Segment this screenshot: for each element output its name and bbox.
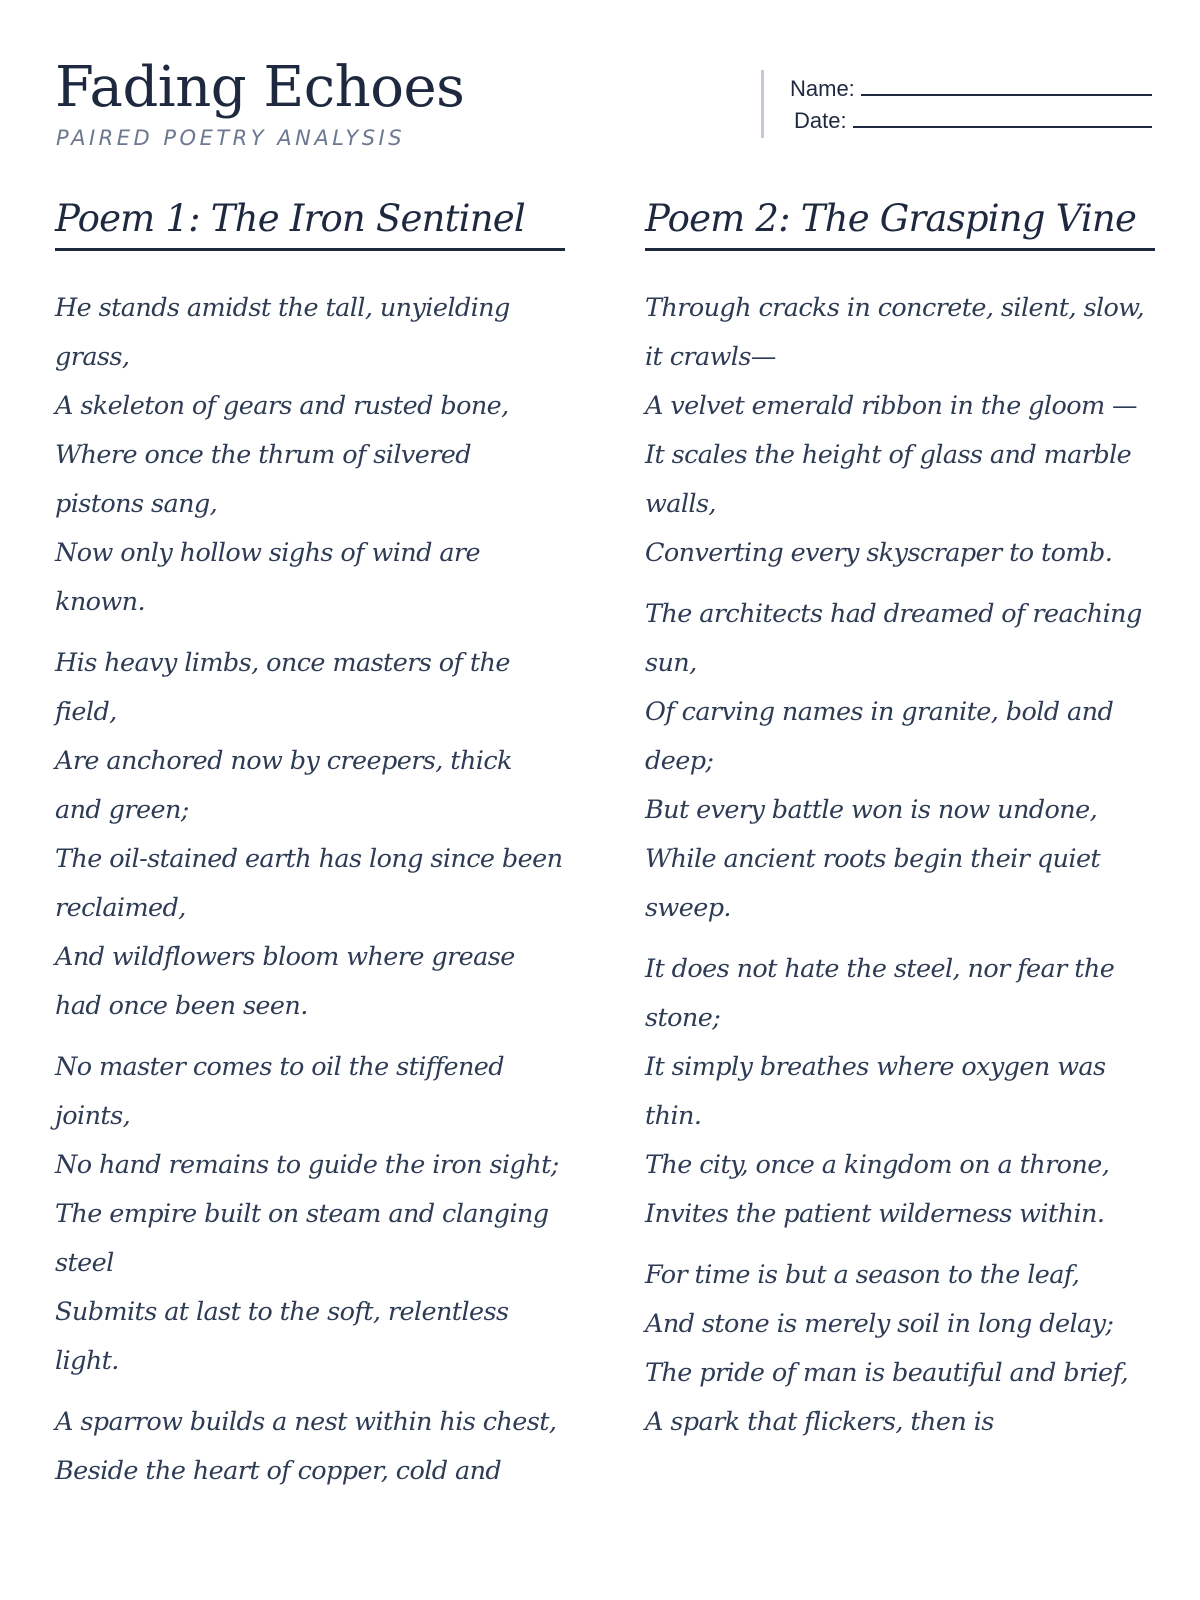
poem-line: No master comes to oil the stiffened joints, bbox=[55, 1052, 505, 1131]
date-field-row bbox=[790, 102, 1152, 134]
poem-line: Of carving names in granite, bold and deep; bbox=[645, 697, 1114, 776]
poem-line: It scales the height of glass and marble walls, bbox=[645, 440, 1132, 519]
poem-line: His heavy limbs, once masters of the field, bbox=[55, 648, 510, 727]
poem-line: It simply breathes where oxygen was thin. bbox=[645, 1052, 1106, 1131]
poem-line: But every battle won is now undone, bbox=[645, 795, 1098, 825]
poem-line: Beside the heart of copper, cold and bbox=[55, 1456, 502, 1486]
poem-line: The oil-stained earth has long since been reclaimed, bbox=[55, 844, 563, 923]
poem-line: Where once the thrum of silvered pistons sang, bbox=[55, 440, 471, 519]
date-label: Date: bbox=[794, 108, 847, 133]
student-info-fields bbox=[790, 70, 1152, 134]
poem-1-body bbox=[55, 284, 565, 1496]
poem-line: For time is but a season to the leaf, bbox=[645, 1260, 1080, 1290]
poem-1-column bbox=[55, 193, 565, 1508]
poem-line: It does not hate the steel, nor fear the stone; bbox=[645, 954, 1115, 1033]
poem-1-title: Poem 1: The Iron Sentinel bbox=[55, 193, 565, 251]
stanza bbox=[645, 590, 1155, 933]
stanza bbox=[55, 1043, 565, 1386]
stanza bbox=[55, 1398, 565, 1496]
poem-line: Now only hollow sighs of wind are known. bbox=[55, 538, 481, 617]
poem-line: And stone is merely soil in long delay; bbox=[645, 1309, 1114, 1339]
poem-line: The architects had dreamed of reaching sun, bbox=[645, 599, 1142, 678]
stanza bbox=[645, 1251, 1155, 1447]
worksheet-title: Fading Echoes bbox=[55, 55, 465, 120]
poem-line: The pride of man is beautiful and brief, bbox=[645, 1358, 1128, 1388]
poem-2-body bbox=[645, 284, 1155, 1447]
poem-line: A velvet emerald ribbon in the gloom — bbox=[645, 391, 1137, 421]
poem-2-column bbox=[645, 193, 1155, 1459]
name-write-line[interactable] bbox=[861, 94, 1152, 96]
name-label: Name: bbox=[790, 76, 855, 101]
poem-line: Through cracks in concrete, silent, slow, it crawls— bbox=[645, 293, 1144, 372]
stanza bbox=[645, 945, 1155, 1239]
poem-line: While ancient roots begin their quiet sweep. bbox=[645, 844, 1101, 923]
poem-line: Submits at last to the soft, relentless light. bbox=[55, 1297, 509, 1376]
poem-line: And wildflowers bloom where grease had once been seen. bbox=[55, 942, 515, 1021]
poem-line: A sparrow builds a nest within his chest, bbox=[55, 1407, 557, 1437]
name-field-row bbox=[790, 70, 1152, 102]
poem-line: He stands amidst the tall, unyielding grass, bbox=[55, 293, 510, 372]
date-write-line[interactable] bbox=[853, 126, 1152, 128]
stanza bbox=[55, 284, 565, 627]
poem-line: Converting every skyscraper to tomb. bbox=[645, 538, 1113, 568]
poem-line: No hand remains to guide the iron sight; bbox=[55, 1150, 559, 1180]
poem-2-title: Poem 2: The Grasping Vine bbox=[645, 193, 1155, 251]
poem-line: A skeleton of gears and rusted bone, bbox=[55, 391, 509, 421]
poem-line: The city, once a kingdom on a throne, bbox=[645, 1150, 1110, 1180]
header-divider bbox=[761, 70, 764, 138]
stanza bbox=[645, 284, 1155, 578]
poem-line: A spark that flickers, then is bbox=[645, 1407, 994, 1437]
stanza bbox=[55, 639, 565, 1031]
worksheet-subtitle: PAIRED POETRY ANALYSIS bbox=[56, 126, 406, 150]
poem-line: Invites the patient wilderness within. bbox=[645, 1199, 1105, 1229]
poem-line: The empire built on steam and clanging steel bbox=[55, 1199, 549, 1278]
poem-line: Are anchored now by creepers, thick and green; bbox=[55, 746, 512, 825]
